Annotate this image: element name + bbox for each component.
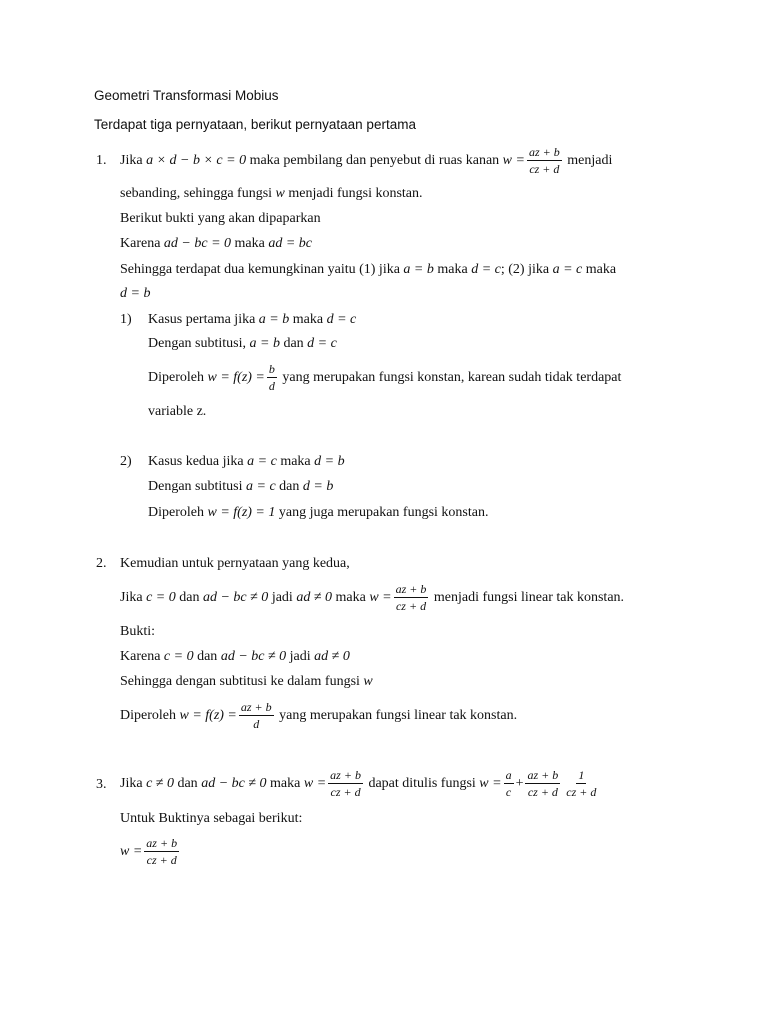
fraction: $\frac{az + b}{cz + d}$ <box>330 768 361 800</box>
fraction: $\frac{a}{c}$ <box>505 768 512 800</box>
item-1-line-2: sebanding, sehingga fungsi w menjadi fungsi konstan. <box>120 186 423 201</box>
item-1-line-6: d = b <box>120 286 151 301</box>
document-subtitle: Terdapat tiga pernyataan, berikut pernyataan pertama <box>94 117 416 132</box>
item-2-line-2: Jika c = 0 dan ad − bc ≠ 0 jadi ad ≠ 0 maka w = $\frac{az + b}{cz + d}$ menjadi fungsi linear tak konstan. <box>120 582 625 614</box>
item-2-line-3: Bukti: <box>120 624 156 639</box>
fraction: $\frac{az + b}{cz + d}$ <box>527 768 559 800</box>
sub-1-line-4: variable z. <box>148 404 207 419</box>
item-1-line-5: Sehingga terdapat dua kemungkinan yaitu (1) jika a = b maka d = c; (2) jika a = c maka <box>120 262 617 277</box>
math-expression: a × d − b × c = 0 <box>146 153 247 168</box>
item-3-line-3: w = $\frac{az + b}{cz + d}$ <box>120 836 178 868</box>
sub-2-line-3: Diperoleh w = f(z) = 1 yang juga merupakan fungsi konstan. <box>148 505 489 520</box>
sub-2-number: 2) <box>120 454 132 469</box>
item-2-line-6: Diperoleh w = f(z) = $\frac{az + b}{d}$ yang merupakan fungsi linear tak konstan. <box>120 700 518 732</box>
item-2-line-5: Sehingga dengan subtitusi ke dalam fungsi w <box>120 674 373 689</box>
item-2-line-1: Kemudian untuk pernyataan yang kedua, <box>120 556 350 571</box>
item-1-number: 1. <box>96 153 107 168</box>
fraction: $\frac{az + b}{cz + d}$ <box>528 145 560 177</box>
item-3-number: 3. <box>96 777 107 792</box>
fraction: $\frac{az + b}{cz + d}$ <box>146 836 178 868</box>
item-1-line-3: Berikut bukti yang akan dipaparkan <box>120 211 321 226</box>
item-2-number: 2. <box>96 556 107 571</box>
item-2-line-4: Karena c = 0 dan ad − bc ≠ 0 jadi ad ≠ 0 <box>120 649 350 664</box>
sub-2-line-1: Kasus kedua jika a = c maka d = b <box>148 454 345 469</box>
fraction: $\frac{az + b}{cz + d}$ <box>395 582 427 614</box>
sub-1-line-3: Diperoleh w = f(z) = $\frac{b}{d}$ yang merupakan fungsi konstan, karean sudah tidak terdapat <box>148 362 622 394</box>
fraction: $\frac{b}{d}$ <box>268 362 275 394</box>
sub-2-line-2: Dengan subtitusi a = c dan d = b <box>148 479 334 494</box>
item-1-line-4: Karena ad − bc = 0 maka ad = bc <box>120 236 313 251</box>
item-3-line-1: Jika c ≠ 0 dan ad − bc ≠ 0 maka w = $\frac{az + b}{cz + d}$ dapat ditulis fungsi w = $\frac{a}{c}$ + $\frac{az + b}{cz + d}$ $\frac{1}{cz + d}$ <box>120 768 597 800</box>
item-1-line-1: Jika a × d − b × c = 0 maka pembilang dan penyebut di ruas kanan w = $\frac{az + b}{cz + d}$ menjadi <box>120 145 613 177</box>
sub-1-number: 1) <box>120 312 132 327</box>
document-title: Geometri Transformasi Mobius <box>94 88 279 103</box>
fraction: $\frac{1}{cz + d}$ <box>566 768 597 800</box>
sub-1-line-2: Dengan subtitusi, a = b dan d = c <box>148 336 337 351</box>
fraction: $\frac{az + b}{d}$ <box>240 700 272 732</box>
sub-1-line-1: Kasus pertama jika a = b maka d = c <box>148 312 357 327</box>
item-3-line-2: Untuk Buktinya sebagai berikut: <box>120 811 303 826</box>
